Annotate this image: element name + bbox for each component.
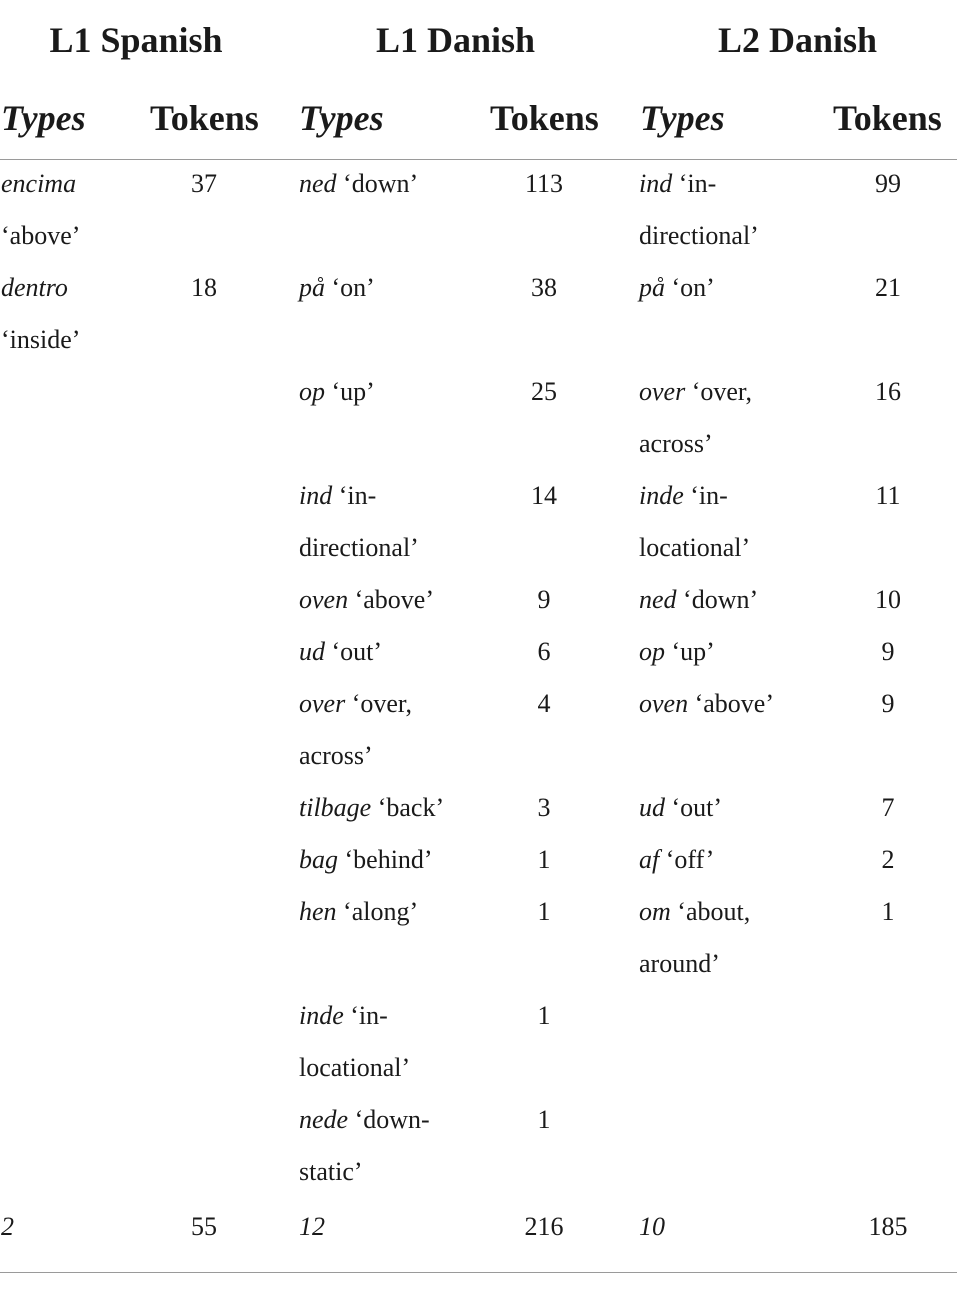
col-header-types-l1-danish: Types xyxy=(299,98,384,138)
type-gloss: static’ xyxy=(299,1157,363,1186)
type-term: op xyxy=(639,637,665,666)
type-gloss: ‘in- xyxy=(338,481,377,510)
token-cell-l1-danish: 1 xyxy=(537,1105,551,1134)
token-cell-l2-danish: 9 xyxy=(881,637,895,666)
token-cell-l1-danish: 3 xyxy=(537,793,551,822)
type-gloss: ‘up’ xyxy=(671,637,715,666)
group-header-l2-danish: L2 Danish xyxy=(717,20,878,60)
token-cell-l1-danish: 4 xyxy=(537,689,551,718)
type-gloss: ‘behind’ xyxy=(344,845,433,874)
type-term: af xyxy=(639,845,660,874)
type-cell-l1-spanish xyxy=(1,262,80,366)
type-cell-l1-danish xyxy=(299,886,418,938)
total-types-l2-danish: 10 xyxy=(639,1212,665,1241)
type-gloss: ‘off’ xyxy=(665,845,715,874)
type-term: over xyxy=(639,377,686,406)
type-term: dentro xyxy=(1,273,68,302)
col-header-tokens-l1-spanish: Tokens xyxy=(150,98,259,138)
type-gloss: ‘down- xyxy=(354,1105,430,1134)
type-term: oven xyxy=(299,585,349,614)
type-gloss: ‘in- xyxy=(690,481,728,510)
type-gloss: locational’ xyxy=(299,1053,411,1082)
type-gloss: ‘in- xyxy=(350,1001,388,1030)
type-gloss: ‘in- xyxy=(678,169,717,198)
type-cell-l2-danish xyxy=(639,782,722,834)
type-cell-l2-danish xyxy=(639,678,774,730)
type-term: på xyxy=(639,273,665,302)
type-term: inde xyxy=(299,1001,344,1030)
type-gloss: ‘out’ xyxy=(331,637,383,666)
header-rule xyxy=(0,159,957,160)
type-gloss: ‘on’ xyxy=(671,273,715,302)
type-gloss: ‘out’ xyxy=(671,793,723,822)
token-cell-l1-danish: 6 xyxy=(537,637,551,666)
type-cell-l1-danish xyxy=(299,262,375,314)
type-term: ind xyxy=(299,481,333,510)
type-term: ind xyxy=(639,169,673,198)
group-header-l1-spanish: L1 Spanish xyxy=(49,20,223,60)
type-cell-l2-danish xyxy=(639,262,715,314)
type-gloss: across’ xyxy=(639,429,713,458)
type-gloss: ‘above’ xyxy=(694,689,774,718)
token-cell-l1-danish: 1 xyxy=(537,845,551,874)
type-term: inde xyxy=(639,481,684,510)
col-header-types-l1-spanish: Types xyxy=(1,98,86,138)
token-cell-l1-danish: 1 xyxy=(537,897,551,926)
type-gloss: ‘above’ xyxy=(1,221,81,250)
type-term: på xyxy=(299,273,325,302)
type-gloss: ‘along’ xyxy=(343,897,419,926)
token-cell-l2-danish: 9 xyxy=(881,689,895,718)
type-cell-l1-danish xyxy=(299,782,444,834)
token-cell-l2-danish: 10 xyxy=(875,585,901,614)
type-cell-l1-danish xyxy=(299,1094,430,1198)
type-cell-l1-danish xyxy=(299,470,419,574)
token-cell-l2-danish: 1 xyxy=(881,897,895,926)
type-term: hen xyxy=(299,897,337,926)
total-types-l1-spanish: 2 xyxy=(1,1212,14,1241)
type-gloss: ‘down’ xyxy=(343,169,419,198)
type-term: encima xyxy=(1,169,77,198)
type-cell-l2-danish xyxy=(639,886,750,990)
type-cell-l1-danish xyxy=(299,990,410,1094)
type-term: over xyxy=(299,689,346,718)
type-cell-l2-danish xyxy=(639,470,750,574)
type-gloss: across’ xyxy=(299,741,373,770)
type-cell-l2-danish xyxy=(639,366,752,470)
type-term: ned xyxy=(639,585,677,614)
token-cell-l1-danish: 14 xyxy=(531,481,557,510)
token-cell-l1-spanish: 37 xyxy=(191,169,217,198)
type-gloss: ‘over, xyxy=(351,689,413,718)
token-cell-l1-spanish: 18 xyxy=(191,273,217,302)
token-cell-l1-danish: 1 xyxy=(537,1001,551,1030)
token-cell-l1-danish: 113 xyxy=(524,169,564,198)
token-cell-l1-danish: 38 xyxy=(531,273,557,302)
total-tokens-l1-spanish: 55 xyxy=(191,1212,217,1241)
type-gloss: ‘down’ xyxy=(683,585,759,614)
type-gloss: locational’ xyxy=(639,533,751,562)
type-cell-l1-danish xyxy=(299,678,412,782)
token-cell-l2-danish: 21 xyxy=(875,273,901,302)
token-cell-l2-danish: 99 xyxy=(875,169,901,198)
token-cell-l1-danish: 9 xyxy=(537,585,551,614)
type-gloss: ‘on’ xyxy=(331,273,375,302)
type-term: oven xyxy=(639,689,689,718)
token-cell-l2-danish: 7 xyxy=(881,793,895,822)
type-term: ud xyxy=(299,637,325,666)
type-cell-l1-danish xyxy=(299,834,433,886)
type-cell-l2-danish xyxy=(639,574,758,626)
col-header-tokens-l1-danish: Tokens xyxy=(490,98,599,138)
type-gloss: around’ xyxy=(639,949,720,978)
type-gloss: directional’ xyxy=(639,221,759,250)
type-cell-l2-danish xyxy=(639,158,759,262)
type-gloss: ‘above’ xyxy=(354,585,434,614)
col-header-types-l2-danish: Types xyxy=(640,98,725,138)
type-term: om xyxy=(639,897,671,926)
token-cell-l2-danish: 2 xyxy=(881,845,895,874)
token-cell-l2-danish: 16 xyxy=(875,377,901,406)
type-cell-l1-danish xyxy=(299,626,382,678)
type-cell-l1-danish xyxy=(299,158,418,210)
group-header-l1-danish: L1 Danish xyxy=(375,20,536,60)
type-gloss: ‘over, xyxy=(691,377,753,406)
type-cell-l1-danish xyxy=(299,366,375,418)
type-gloss: directional’ xyxy=(299,533,419,562)
col-header-tokens-l2-danish: Tokens xyxy=(833,98,942,138)
type-cell-l1-danish xyxy=(299,574,434,626)
type-term: ud xyxy=(639,793,665,822)
type-term: nede xyxy=(299,1105,349,1134)
type-cell-l2-danish xyxy=(639,626,715,678)
token-cell-l2-danish: 11 xyxy=(875,481,901,510)
total-tokens-l1-danish: 216 xyxy=(524,1212,564,1241)
total-tokens-l2-danish: 185 xyxy=(868,1212,908,1241)
type-cell-l1-spanish xyxy=(1,158,80,262)
token-cell-l1-danish: 25 xyxy=(531,377,557,406)
type-term: tilbage xyxy=(299,793,372,822)
type-term: op xyxy=(299,377,325,406)
type-gloss: ‘back’ xyxy=(377,793,445,822)
total-types-l1-danish: 12 xyxy=(299,1212,325,1241)
type-term: bag xyxy=(299,845,338,874)
type-cell-l2-danish xyxy=(639,834,714,886)
type-term: ned xyxy=(299,169,337,198)
type-gloss: ‘inside’ xyxy=(1,325,81,354)
type-gloss: ‘up’ xyxy=(331,377,375,406)
type-gloss: ‘about, xyxy=(677,897,751,926)
bottom-rule xyxy=(0,1272,957,1273)
